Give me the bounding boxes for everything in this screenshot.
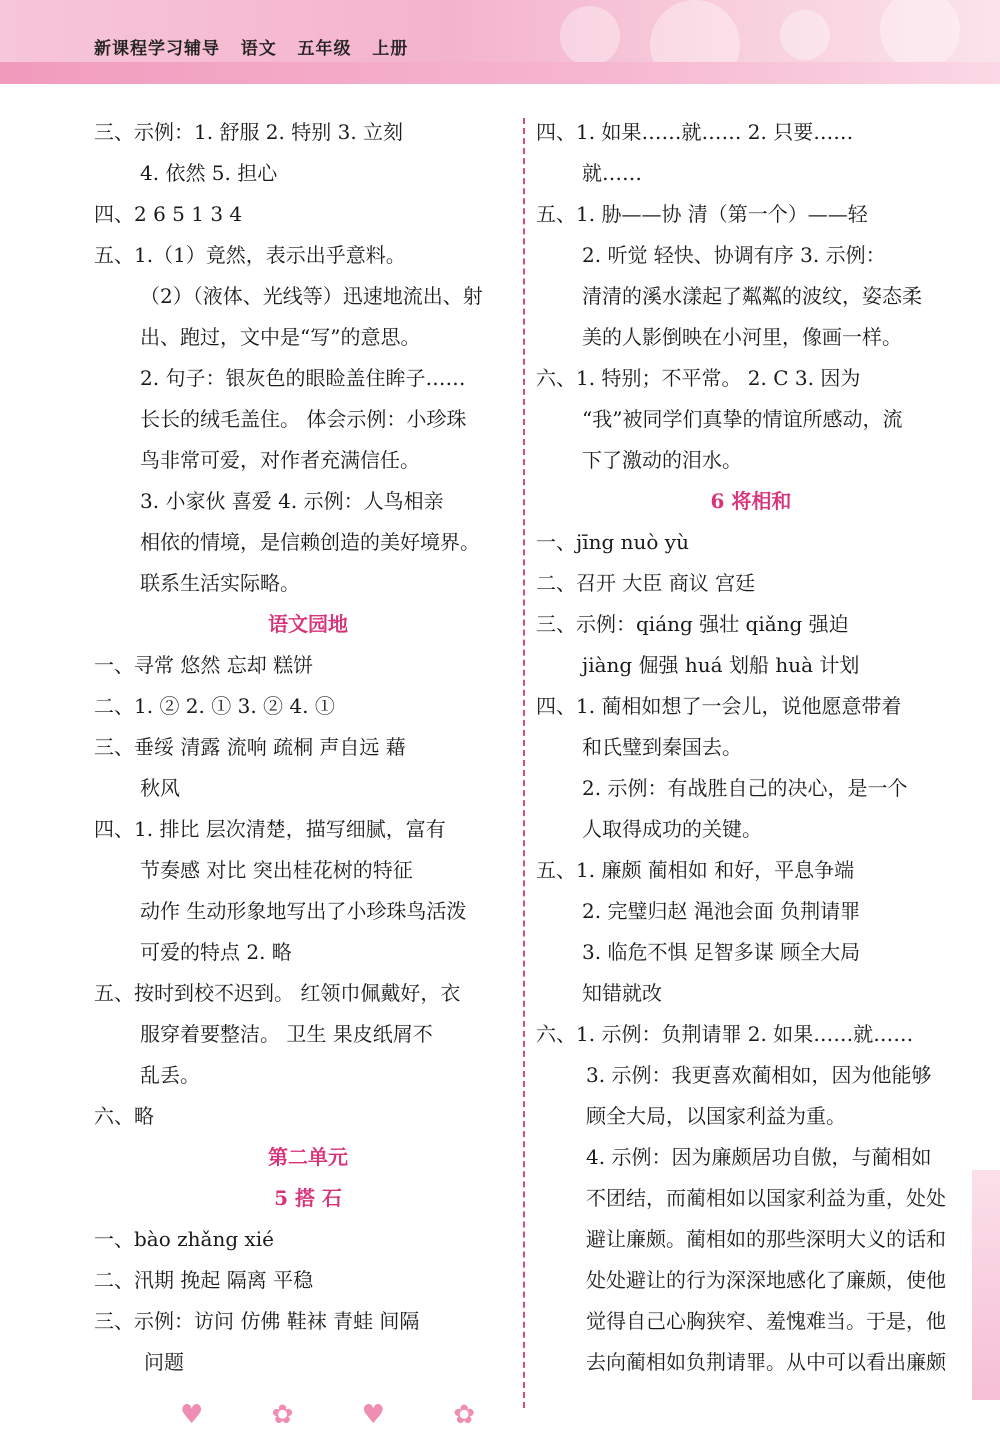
answer-line: 问题: [144, 1350, 184, 1374]
answer-line: 长长的绒毛盖住。 体会示例：小珍珠: [140, 407, 467, 431]
answer-line: 3. 示例：我更喜欢蔺相如，因为他能够: [586, 1063, 932, 1087]
header-bubble-decoration: [880, 0, 960, 70]
answer-line: 3. 小家伙 喜爱 4. 示例：人鸟相亲: [140, 489, 444, 513]
answer-line: 2. 句子：银灰色的眼睑盖住眸子……: [140, 366, 466, 390]
answer-line: 六、略: [94, 1104, 154, 1128]
answer-line: 2. 示例：有战胜自己的决心，是一个: [582, 776, 908, 800]
page-header: [0, 0, 1000, 84]
answer-line: 和氏璧到秦国去。: [582, 735, 742, 759]
answer-line: 节奏感 对比 突出桂花树的特征: [140, 858, 413, 882]
answer-line: 五、1.（1）竟然，表示出乎意料。: [94, 243, 406, 267]
answer-line: 秋风: [140, 776, 180, 800]
answer-line: 四、2 6 5 1 3 4: [94, 202, 243, 226]
section-heading: 第二单元: [268, 1145, 348, 1169]
answer-line: “我”被同学们真挚的情谊所感动，流: [582, 407, 903, 431]
answer-line: 一、jīng nuò yù: [536, 530, 689, 554]
answer-line: 避让廉颇。蔺相如的那些深明大义的话和: [586, 1227, 946, 1251]
header-stripe: [0, 62, 1000, 84]
answer-line: 3. 临危不惧 足智多谋 顾全大局: [582, 940, 861, 964]
answer-line: 不团结，而蔺相如以国家利益为重，处处: [586, 1186, 946, 1210]
answer-line: 服穿着要整洁。 卫生 果皮纸屑不: [140, 1022, 433, 1046]
answer-line: 处处避让的行为深深地感化了廉颇，使他: [586, 1268, 946, 1292]
answer-line: 2. 完璧归赵 渑池会面 负荆请罪: [582, 899, 861, 923]
answer-line: 人取得成功的关键。: [582, 817, 762, 841]
answer-line: 五、按时到校不迟到。 红领巾佩戴好，衣: [94, 981, 461, 1005]
side-tab-decoration: [972, 1170, 1000, 1400]
answer-line: 三、示例：访问 仿佛 鞋袜 青蛙 间隔: [94, 1309, 420, 1333]
section-heading: 语文园地: [268, 612, 348, 636]
answer-line: 2. 听觉 轻快、协调有序 3. 示例：: [582, 243, 886, 267]
header-title: 新课程学习辅导 语文 五年级 上册: [94, 39, 409, 59]
column-divider: [523, 118, 525, 1408]
answer-line: （2）（液体、光线等）迅速地流出、射: [140, 284, 483, 308]
answer-line: 三、示例：1. 舒服 2. 特别 3. 立刻: [94, 120, 404, 144]
answer-line: 一、bào zhǎng xié: [94, 1227, 275, 1251]
answer-line: 乱丢。: [140, 1063, 200, 1087]
answer-line: 顾全大局，以国家利益为重。: [586, 1104, 846, 1128]
answer-line: 五、1. 廉颇 蔺相如 和好，平息争端: [536, 858, 855, 882]
right-column: [536, 112, 966, 1383]
answer-line: 知错就改: [582, 981, 662, 1005]
answer-line: 一、寻常 悠然 忘却 糕饼: [94, 653, 314, 677]
answer-line: 4. 示例：因为廉颇居功自傲，与蔺相如: [586, 1145, 932, 1169]
answer-line: 六、1. 示例：负荆请罪 2. 如果……就……: [536, 1022, 914, 1046]
answer-line: 三、示例：qiáng 强壮 qiǎng 强迫: [536, 612, 849, 636]
section-heading: 6 将相和: [710, 489, 792, 513]
answer-line: 美的人影倒映在小河里，像画一样。: [582, 325, 902, 349]
header-bubble-decoration: [560, 6, 620, 66]
answer-line: 去向蔺相如负荆请罪。从中可以看出廉颇: [586, 1350, 946, 1374]
answer-line: 四、1. 如果……就…… 2. 只要……: [536, 120, 854, 144]
answer-line: 五、1. 胁——协 清（第一个）——轻: [536, 202, 868, 226]
answer-line: 四、1. 蔺相如想了一会儿，说他愿意带着: [536, 694, 902, 718]
answer-line: 动作 生动形象地写出了小珍珠鸟活泼: [140, 899, 467, 923]
answer-line: 清清的溪水漾起了粼粼的波纹，姿态柔: [582, 284, 922, 308]
answer-line: 联系生活实际略。: [140, 571, 300, 595]
answer-line: 相依的情境，是信赖创造的美好境界。: [140, 530, 480, 554]
answer-line: jiàng 倔强 huá 划船 huà 计划: [582, 653, 860, 677]
answer-line: 二、召开 大臣 商议 宫廷: [536, 571, 756, 595]
footer-ornaments: ♥ ✿ ♥ ✿: [180, 1400, 505, 1430]
answer-line: 三、垂绥 清露 流响 疏桐 声自远 藉: [94, 735, 406, 759]
header-bubble-decoration: [780, 10, 830, 60]
answer-line: 鸟非常可爱，对作者充满信任。: [140, 448, 420, 472]
answer-line: 觉得自己心胸狭窄、羞愧难当。于是，他: [586, 1309, 946, 1333]
answer-line: 下了激动的泪水。: [582, 448, 742, 472]
answer-line: 可爱的特点 2. 略: [140, 940, 292, 964]
answer-line: 六、1. 特别；不平常。 2. C 3. 因为: [536, 366, 861, 390]
left-column: [94, 112, 522, 1383]
answer-line: 4. 依然 5. 担心: [140, 161, 278, 185]
section-heading: 5 搭 石: [274, 1186, 342, 1210]
answer-line: 出、跑过，文中是“写”的意思。: [140, 325, 421, 349]
answer-line: 四、1. 排比 层次清楚，描写细腻，富有: [94, 817, 446, 841]
answer-line: 二、汛期 挽起 隔离 平稳: [94, 1268, 314, 1292]
answer-line: 二、1. ② 2. ① 3. ② 4. ①: [94, 694, 335, 718]
answer-line: 就……: [582, 161, 642, 185]
